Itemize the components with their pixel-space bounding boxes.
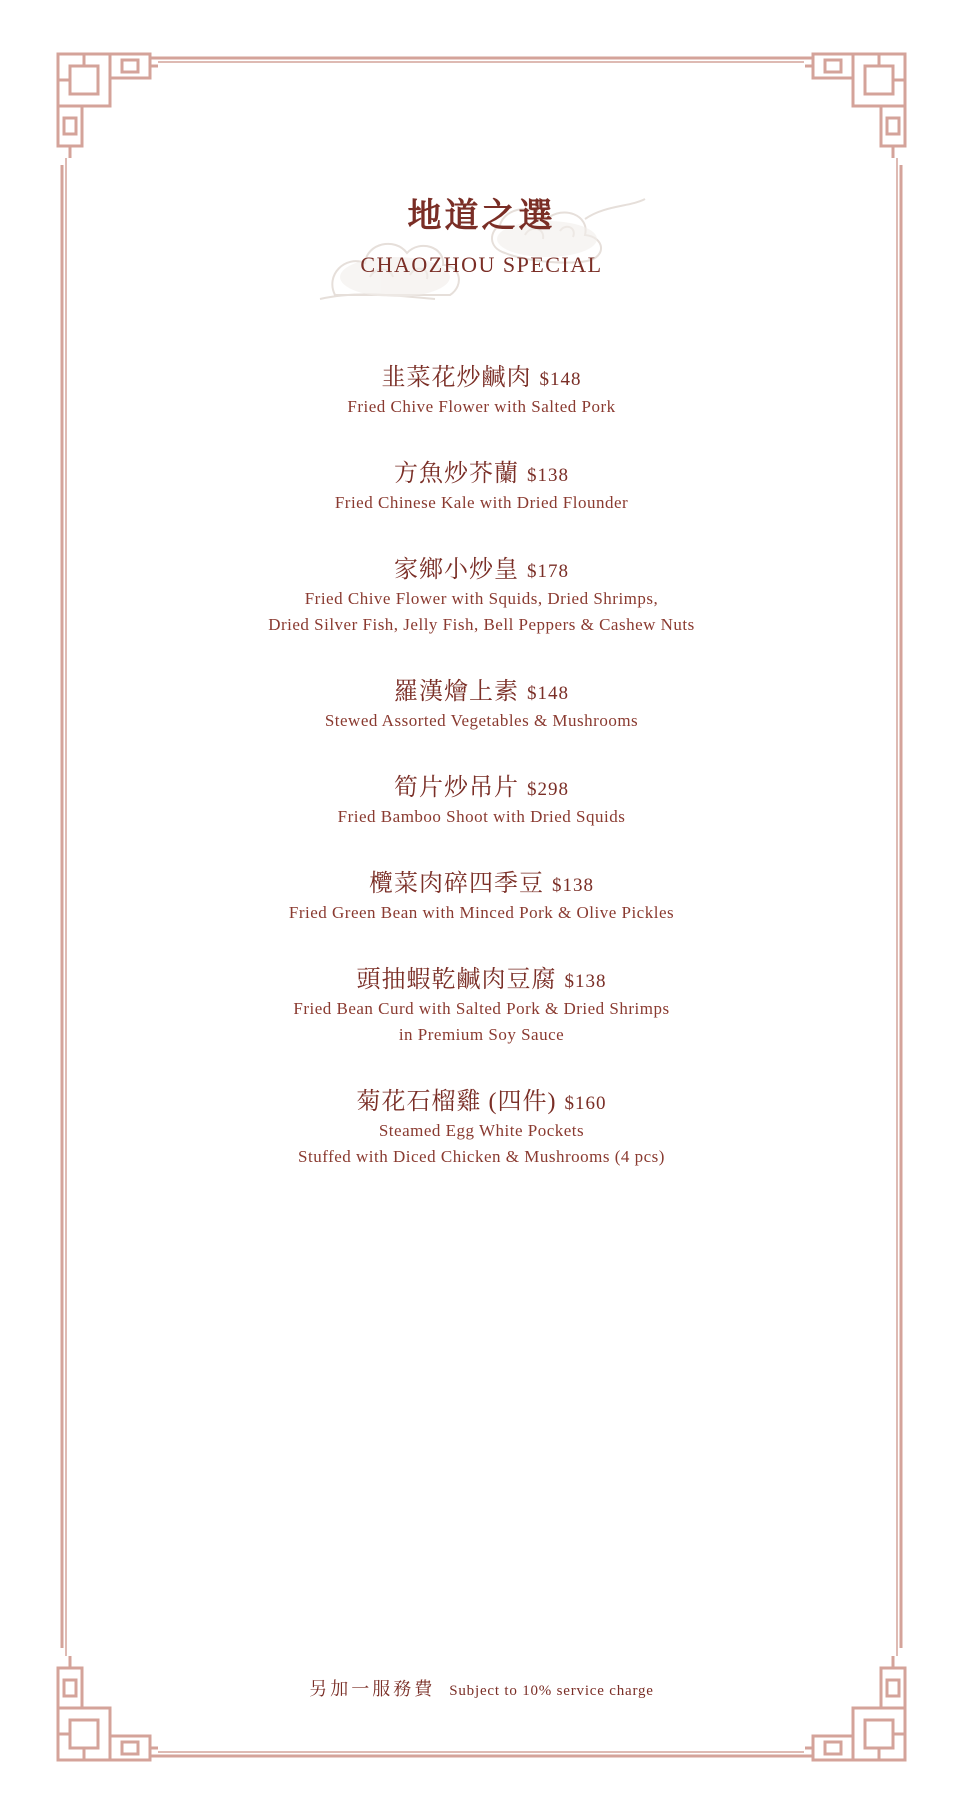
corner-lattice-top-right bbox=[805, 54, 905, 158]
dish-description: Dried Silver Fish, Jelly Fish, Bell Peppers & Cashew Nuts bbox=[268, 615, 695, 634]
service-charge-note bbox=[0, 1676, 963, 1704]
dish-price: $138 bbox=[552, 875, 594, 896]
dish-name: 菊花石榴雞 (四件) bbox=[356, 1089, 557, 1115]
dish-price: $148 bbox=[539, 369, 582, 390]
menu-header bbox=[0, 195, 963, 279]
dish-name: 欖菜肉碎四季豆 bbox=[369, 871, 544, 897]
dish-item bbox=[0, 676, 963, 734]
dish-item bbox=[0, 1086, 963, 1170]
dish-name: 方魚炒芥蘭 bbox=[394, 461, 519, 487]
dish-description: Fried Bean Curd with Salted Pork & Dried Shrimps bbox=[293, 999, 670, 1018]
dish-description: Stewed Assorted Vegetables & Mushrooms bbox=[324, 711, 639, 730]
dish-price: $178 bbox=[527, 561, 569, 582]
dish-description: Fried Chive Flower with Squids, Dried Shrimps, bbox=[304, 589, 659, 608]
service-charge-chinese: 另加一服務費 bbox=[309, 1679, 436, 1699]
dish-item bbox=[0, 772, 963, 830]
dish-name: 韭菜花炒鹹肉 bbox=[381, 365, 532, 391]
dish-price: $160 bbox=[564, 1093, 607, 1114]
dish-name: 頭抽蝦乾鹹肉豆腐 bbox=[356, 967, 557, 993]
dish-name: 羅漢燴上素 bbox=[394, 679, 519, 705]
dish-price: $138 bbox=[527, 465, 569, 486]
dish-name: 筍片炒吊片 bbox=[394, 775, 519, 801]
dish-description: Fried Green Bean with Minced Pork & Olive Pickles bbox=[288, 903, 675, 922]
dish-description: Fried Bamboo Shoot with Dried Squids bbox=[337, 807, 626, 826]
dish-description: Steamed Egg White Pockets bbox=[378, 1121, 585, 1140]
dish-item bbox=[0, 868, 963, 926]
service-charge-english: Subject to 10% service charge bbox=[449, 1683, 654, 1699]
dish-item bbox=[0, 458, 963, 516]
corner-lattice-top-left bbox=[58, 54, 158, 158]
dish-list bbox=[0, 362, 963, 1208]
section-title-english: CHAOZHOU SPECIAL bbox=[360, 252, 603, 277]
dish-item bbox=[0, 964, 963, 1048]
dish-description: Fried Chive Flower with Salted Pork bbox=[347, 397, 616, 416]
corner-lattice-bottom-right bbox=[805, 1656, 905, 1760]
dish-price: $138 bbox=[564, 971, 607, 992]
dish-item bbox=[0, 554, 963, 638]
dish-description: Stuffed with Diced Chicken & Mushrooms (4 pcs) bbox=[298, 1147, 665, 1166]
dish-price: $148 bbox=[527, 683, 569, 704]
dish-item bbox=[0, 362, 963, 420]
dish-description: in Premium Soy Sauce bbox=[398, 1025, 565, 1044]
dish-price: $298 bbox=[527, 779, 569, 800]
corner-lattice-bottom-left bbox=[58, 1656, 158, 1760]
dish-description: Fried Chinese Kale with Dried Flounder bbox=[334, 493, 629, 512]
dish-name: 家鄉小炒皇 bbox=[394, 557, 519, 583]
section-title-chinese: 地道之選 bbox=[407, 198, 556, 235]
